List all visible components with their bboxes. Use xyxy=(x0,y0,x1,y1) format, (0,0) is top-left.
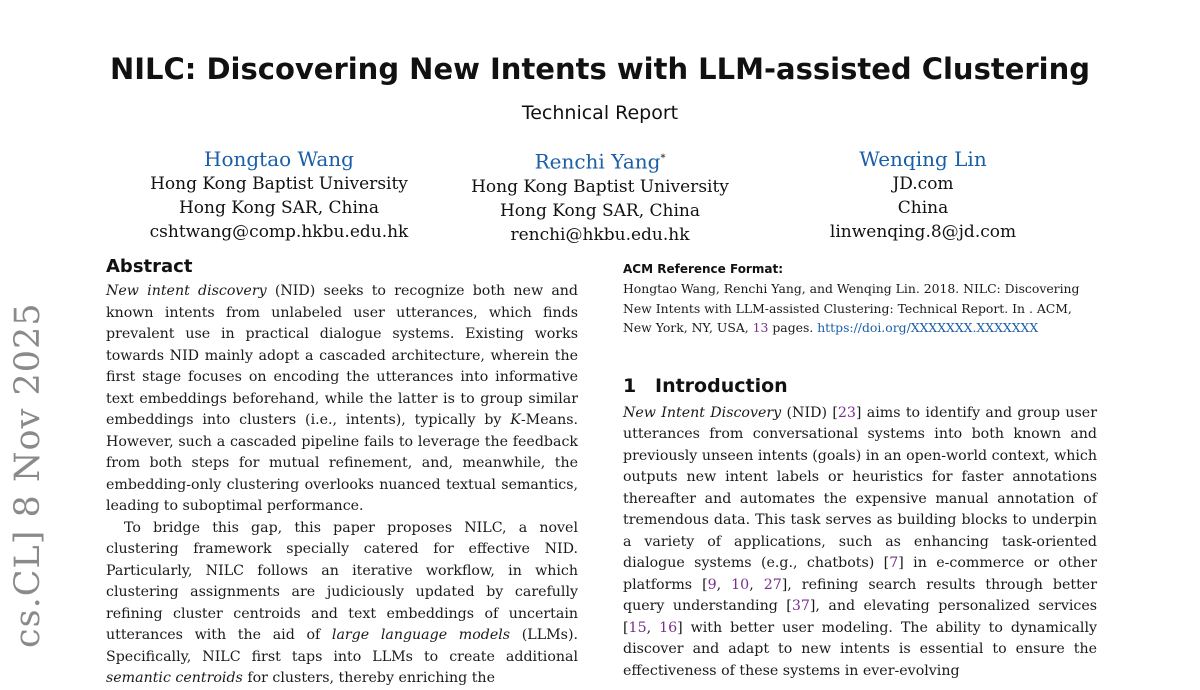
acm-reference-heading: ACM Reference Format: xyxy=(623,262,783,276)
author-location: China xyxy=(897,198,949,218)
introduction-heading: 1 Introduction xyxy=(623,374,788,397)
citation-link[interactable]: 23 xyxy=(837,404,856,421)
doi-link[interactable]: https://doi.org/XXXXXXX.XXXXXXX xyxy=(817,320,1039,335)
author-email: linwenqing.8@jd.com xyxy=(829,222,1017,242)
author-location: Hong Kong SAR, China xyxy=(499,200,700,221)
author-block-1 xyxy=(129,146,429,244)
author-block-3 xyxy=(773,146,1073,244)
right-column xyxy=(623,262,1097,682)
author-email: renchi@hkbu.edu.hk xyxy=(510,224,690,245)
author-affiliation: JD.com xyxy=(892,174,954,194)
author-block-2 xyxy=(450,146,750,247)
author-name: Renchi Yang* xyxy=(534,149,666,174)
citation-link[interactable]: 9 xyxy=(707,576,717,593)
paper-subtitle: Technical Report xyxy=(521,102,679,124)
paper-title: NILC: Discovering New Intents with LLM-assisted Clustering xyxy=(109,52,1091,86)
citation-link[interactable]: 15 xyxy=(628,619,647,636)
introduction-paragraph: New Intent Discovery (NID) [23] aims to identify and group user utterances from conversational systems into both known and previously unseen intents (goals) in an open-world context, which outputs new intent labels or heuristics for faster annotations thereafter and automates the expensive manual annotation of tremendous data. This task serves as building blocks to underpin a variety of applications, such as enhancing task-oriented dialogue systems (e.g., chatbots) [7] in e-commerce or other platforms [9, 10, 27], refining search results through better query understanding [37], and elevating personalized services [15, 16] with better user modeling. The ability to dynamically discover and adapt to new intents is essential to ensure the effectiveness of these systems in ever-evolving xyxy=(623,404,1097,679)
acm-reference-text: Hongtao Wang, Renchi Yang, and Wenqing Lin. 2018. NILC: Discovering New Intents with LLM-assisted Clustering: Technical Report. In . ACM, New York, NY, USA, 13 pages. https://doi.org/XXXXXXX.XXXXXXX xyxy=(623,281,1080,335)
abstract-paragraph-1: New intent discovery (NID) seeks to recognize both new and known intents from unlabeled user utterances, which finds prevalent use in practical dialogue systems. Existing works towards NID mainly adopt a cascaded architecture, wherein the first stage focuses on encoding the utterances into informative text embeddings beforehand, while the latter is to group similar embeddings into clusters (i.e., intents), typically by K-Means. However, such a cascaded pipeline fails to leverage the feedback from both steps for mutual refinement, and, meanwhile, the embedding-only clustering overlooks nuanced textual semantics, leading to suboptimal performance. xyxy=(106,283,578,514)
author-name: Wenqing Lin xyxy=(859,147,987,171)
corresponding-author-mark: * xyxy=(660,153,666,164)
citation-link[interactable]: 37 xyxy=(791,598,810,614)
author-location: Hong Kong SAR, China xyxy=(178,198,379,218)
abstract-column xyxy=(106,256,578,690)
page-count-link[interactable]: 13 xyxy=(752,320,769,335)
abstract-heading: Abstract xyxy=(106,256,193,277)
citation-link[interactable]: 16 xyxy=(659,619,678,636)
citation-link[interactable]: 7 xyxy=(889,555,899,571)
author-email: cshtwang@comp.hkbu.edu.hk xyxy=(149,222,409,242)
abstract-paragraph-2: To bridge this gap, this paper proposes NILC, a novel clustering framework specially catered for effective NID. Particularly, NILC follows an iterative workflow, in which clustering assignments are judiciously updated by carefully refining cluster centroids and text embeddings of uncertain utterances with the aid of large language models (LLMs). Specifically, NILC first taps into LLMs to create additional semantic centroids for clusters, thereby enriching the xyxy=(106,519,578,686)
author-name: Hongtao Wang xyxy=(204,147,354,171)
citation-link[interactable]: 27 xyxy=(763,576,782,593)
author-affiliation: Hong Kong Baptist University xyxy=(471,176,729,197)
citation-link[interactable]: 10 xyxy=(731,576,750,593)
arxiv-stamp: cs.CL] 8 Nov 2025 xyxy=(8,302,48,648)
author-affiliation: Hong Kong Baptist University xyxy=(150,174,408,194)
